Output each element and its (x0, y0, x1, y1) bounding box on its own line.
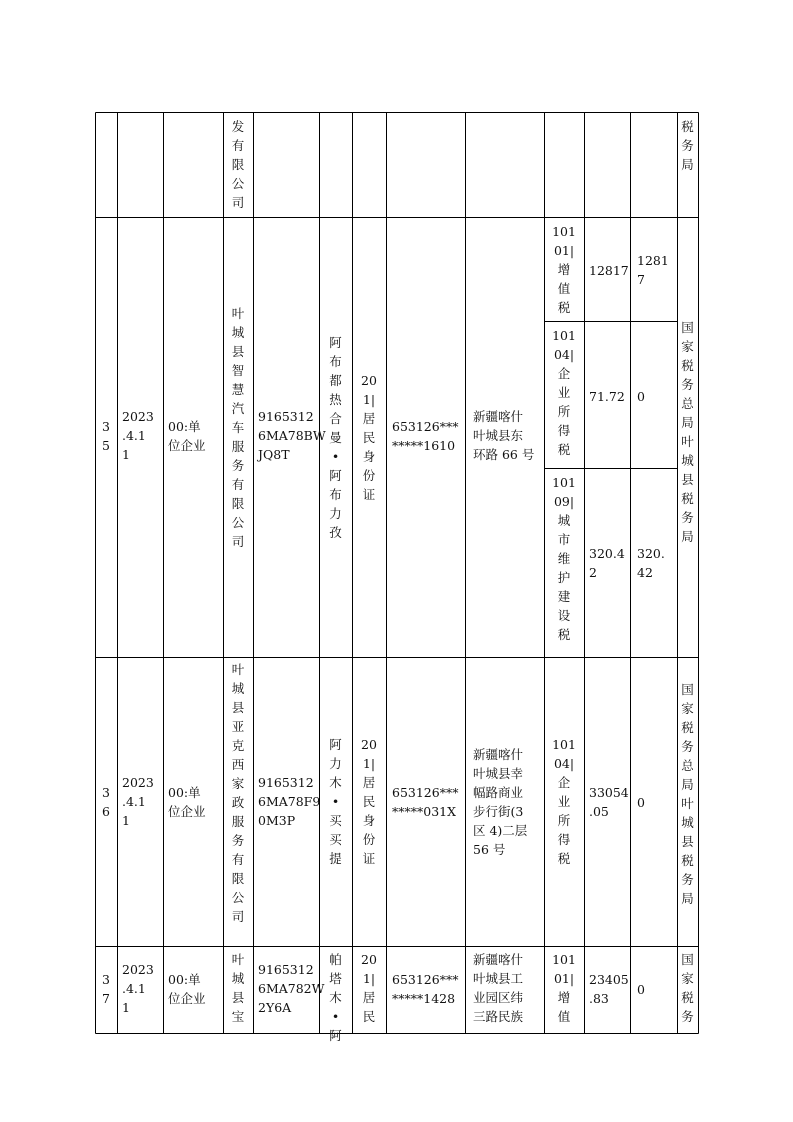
tax-authority-continued: 税 务 局 (681, 119, 694, 172)
company-name-continued: 发 有 限 公 司 (231, 119, 245, 210)
row-35-address: 新疆喀什 叶城县东 环路 66 号 (473, 409, 535, 462)
row-37-tax-amount-1: 23405 .83 (589, 972, 629, 1006)
row-37-taxpayer-type: 00:单 位企业 (168, 972, 206, 1006)
row-35-company-name: 叶 城 县 智 慧 汽 车 服 务 有 限 公 司 (231, 306, 245, 549)
row-36-company-name: 叶 城 县 亚 克 西 家 政 服 务 有 限 公 司 (231, 662, 245, 924)
row-35-tax-item-2: 101 04| 企 业 所 得 税 (552, 328, 576, 457)
row-36-address: 新疆喀什 叶城县幸 幅路商业 步行街(3 区 4)二层 56 号 (473, 747, 528, 857)
row-36-credit-code: 9165312 6MA78F9 0M3P (258, 775, 321, 828)
row-36-id-type: 20 1| 居 民 身 份 证 (361, 737, 377, 866)
row-35-id-number: 653126*** *****1610 (392, 419, 459, 453)
row-37-legal-representative: 帕 塔 木 • 阿 (329, 952, 342, 1043)
row-35-taxpayer-type: 00:单 位企业 (168, 419, 206, 453)
row-37-tax-item-1: 101 01| 增 值 (552, 952, 576, 1024)
row-37-seq: 3 7 (102, 972, 110, 1006)
row-35-tax-amount-3: 320.4 2 (589, 546, 625, 580)
row-37-tax-balance-1: 0 (637, 982, 645, 997)
row-36-tax-balance-1: 0 (637, 795, 645, 810)
row-36-date: 2023 .4.1 1 (122, 775, 154, 828)
row-35-tax-amount-2: 71.72 (589, 389, 625, 404)
row-36-taxpayer-type: 00:单 位企业 (168, 785, 206, 819)
row-36-legal-representative: 阿 力 木 • 买 买 提 (329, 737, 342, 866)
row-36-seq: 3 6 (102, 785, 110, 819)
row-35-legal-representative: 阿 布 都 热 合 曼 • 阿 布 力 孜 (329, 335, 342, 540)
row-36-id-number: 653126*** *****031X (392, 785, 459, 819)
row-35-tax-balance-3: 320. 42 (637, 546, 665, 580)
row-37-tax-authority: 国 家 税 务 (681, 952, 694, 1024)
row-35-tax-item-3: 101 09| 城 市 维 护 建 设 税 (552, 475, 576, 642)
row-37-address: 新疆喀什 叶城县工 业园区纬 三路民族 (473, 952, 524, 1024)
row-37-id-number: 653126*** *****1428 (392, 972, 459, 1006)
row-37-company-name: 叶 城 县 宝 (231, 952, 245, 1024)
row-35-id-type: 20 1| 居 民 身 份 证 (361, 373, 377, 502)
row-37-id-type: 20 1| 居 民 (361, 952, 377, 1024)
row-35-tax-amount-1: 12817 (589, 263, 629, 278)
row-35-tax-balance-1: 1281 7 (637, 253, 669, 287)
row-36-tax-amount-1: 33054 .05 (589, 785, 629, 819)
row-36-tax-item-1: 101 04| 企 业 所 得 税 (552, 737, 576, 866)
row-35-tax-authority: 国 家 税 务 总 局 叶 城 县 税 务 局 (681, 320, 694, 544)
row-35-date: 2023 .4.1 1 (122, 409, 154, 462)
row-37-credit-code: 9165312 6MA782W 2Y6A (258, 962, 325, 1015)
row-35-seq: 3 5 (102, 419, 110, 453)
row-35-tax-item-1: 101 01| 增 值 税 (552, 224, 576, 315)
row-35-tax-balance-2: 0 (637, 389, 645, 404)
row-35-credit-code: 9165312 6MA78BW JQ8T (258, 409, 326, 462)
row-36-tax-authority: 国 家 税 务 总 局 叶 城 县 税 务 局 (681, 682, 694, 906)
row-37-date: 2023 .4.1 1 (122, 962, 154, 1015)
